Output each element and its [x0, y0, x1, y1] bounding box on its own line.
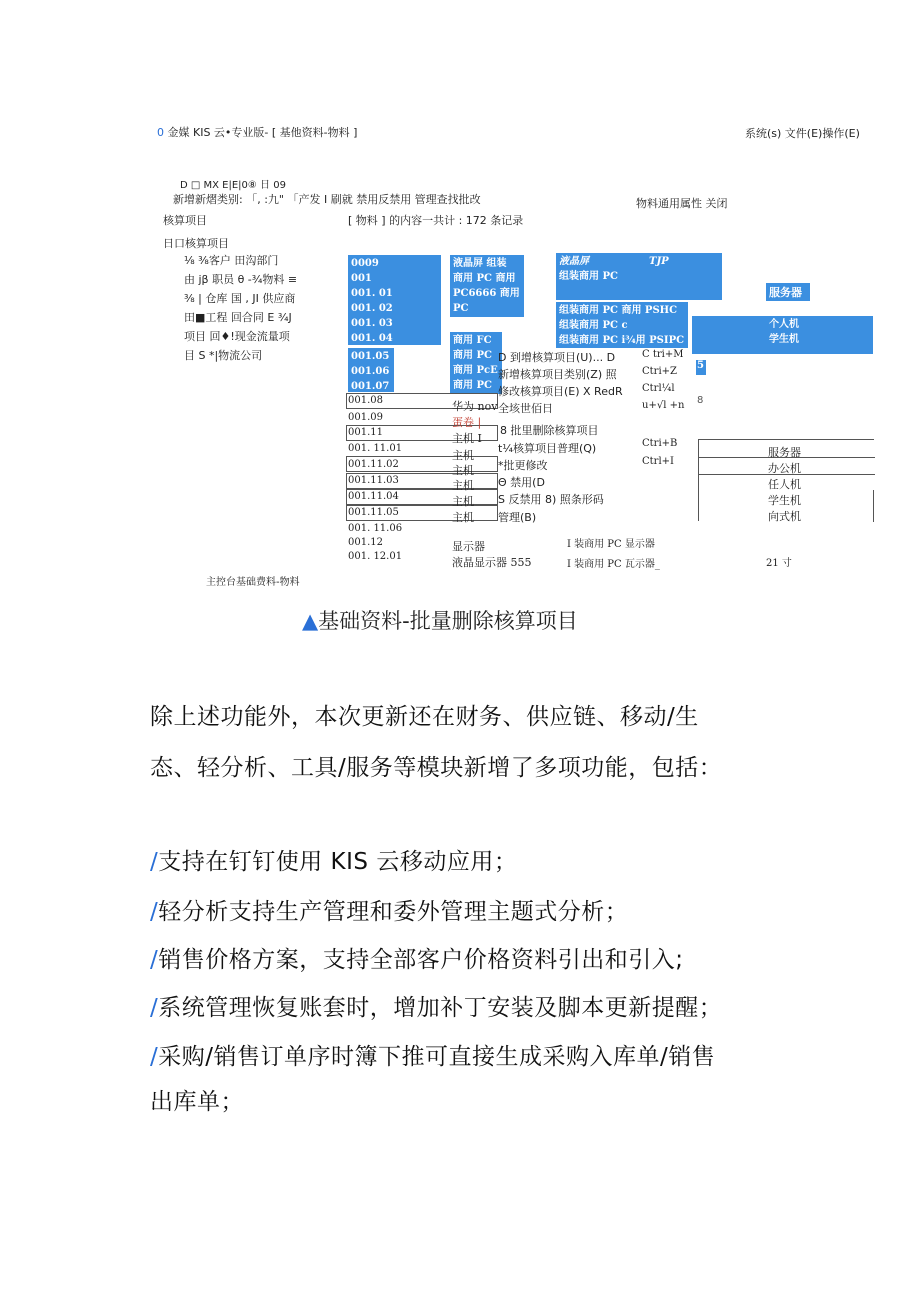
server-header[interactable]: 服务器 [766, 283, 810, 301]
model-cell[interactable]: 液晶屏 TJP [559, 256, 669, 267]
code-cell[interactable]: 001.12 [348, 537, 383, 548]
menu-item[interactable]: S 反禁用 8) 照条形码 [498, 493, 604, 506]
server-item[interactable]: 学生机 [769, 334, 799, 345]
server-item[interactable]: 学生机 [768, 494, 801, 507]
code-cell[interactable]: 001. 02 [351, 303, 393, 314]
model-cell-top[interactable] [556, 253, 722, 300]
divider [873, 490, 874, 522]
bullet-continuation: 出库单； [150, 1089, 244, 1115]
selected-names-2[interactable] [450, 332, 502, 394]
name-cell[interactable]: 主机 [452, 495, 474, 508]
title-prefix: 0 [157, 126, 164, 139]
slash-icon: / [150, 947, 159, 973]
server-item[interactable]: 个人机 [769, 319, 799, 330]
side-mark: 5 [696, 360, 706, 375]
model-cell[interactable]: 组装商用 PC 商用 PSHC [559, 305, 678, 316]
name-cell[interactable]: 主机 [452, 464, 474, 477]
menu-item[interactable]: t¼核算项目普理(Q) [498, 442, 597, 455]
code-cell[interactable]: 001.09 [348, 412, 383, 423]
code-cell[interactable]: 001.11.04 [348, 491, 399, 502]
model-cell[interactable]: I 装商用 PC 显示器 [567, 539, 655, 550]
name-cell[interactable]: 主机 [452, 449, 474, 462]
slash-icon: / [150, 1044, 159, 1070]
name-cell[interactable]: 液晶屏 组装 [453, 258, 507, 269]
spec-cell[interactable]: 21 寸 [766, 558, 792, 569]
code-cell[interactable]: 001.11.02 [348, 459, 399, 470]
name-cell[interactable]: 商用 PC 商用 [453, 273, 516, 284]
triangle-icon: ▲ [302, 609, 319, 633]
selected-names[interactable] [450, 255, 524, 317]
left-panel-title: 核算项目 [163, 214, 207, 227]
bullet-item: /系统管理恢复账套时，增加补丁安装及脚本更新提醒； [150, 995, 723, 1021]
caption-text: 基础资料-批量删除核算项目 [318, 609, 578, 633]
menu-shortcut: Ctrl+I [642, 456, 674, 467]
name-cell[interactable]: 商用 PcE [453, 365, 498, 376]
tree-items[interactable] [184, 251, 297, 365]
code-cell[interactable]: 001. 11.06 [348, 523, 403, 534]
tree-item[interactable]: 项目 回♦!现金流量项 [184, 330, 290, 343]
name-cell[interactable]: 主机 [452, 479, 474, 492]
name-cell[interactable]: 显示器 [452, 540, 485, 553]
record-count: [ 物料 ] 的内容一共计 : 172 条记录 [348, 214, 524, 227]
name-cell[interactable]: 主机 I [452, 432, 482, 445]
model-cell[interactable]: 组装商用 PC i¾用 PSIPC [559, 335, 685, 346]
model-cell[interactable]: I 装商用 PC 瓦示器_ [567, 559, 660, 570]
tree-item[interactable]: ⅜ | 仓库 国 , JI 供应商 [184, 292, 296, 305]
name-cell[interactable]: 商用 PC [453, 350, 492, 361]
menu-item[interactable]: 新增核算项目类别(Z) 照 [498, 368, 617, 381]
code-cell[interactable]: 001.11.03 [348, 475, 399, 486]
model-cells[interactable] [556, 302, 688, 348]
server-item[interactable]: 服务器 [768, 446, 801, 459]
figure-caption [302, 605, 578, 635]
bullet-item: /支持在钉钉使用 KIS 云移动应用； [150, 849, 518, 875]
code-cell[interactable]: 001.11.05 [348, 507, 399, 518]
model-cell[interactable]: 组装商用 PC c [559, 320, 628, 331]
bullet-item: /轻分析支持生产管理和委外管理主题式分析； [150, 899, 629, 925]
selected-codes[interactable] [348, 255, 441, 345]
server-item[interactable]: 任人机 [768, 478, 801, 491]
paragraph-line: 除上述功能外，本次更新还在财务、供应链、移动/生 [150, 704, 699, 730]
code-cell[interactable]: 001.06 [351, 366, 390, 377]
code-cell[interactable]: 001. 03 [351, 318, 393, 329]
toolbar-icons[interactable]: D □ MX E|E|0⑧ 日 09 [180, 180, 286, 191]
name-cell[interactable]: 蛋卷 | [452, 416, 482, 429]
code-cell[interactable]: 001.05 [351, 351, 390, 362]
name-cell[interactable]: PC [453, 303, 469, 314]
selected-codes-2[interactable] [348, 348, 394, 392]
code-cell[interactable]: 001. 12.01 [348, 551, 403, 562]
toolbar-right[interactable]: 物料通用属性 关闭 [636, 197, 728, 210]
code-cell[interactable]: 001.08 [348, 395, 383, 406]
menu-item[interactable]: 修改核算项目(E) X RedR [498, 385, 623, 398]
slash-icon: / [150, 995, 159, 1021]
server-item[interactable]: 向式机 [768, 510, 801, 523]
code-cell[interactable]: 001.07 [351, 381, 390, 392]
name-cell[interactable]: 主机 [452, 511, 474, 524]
side-mark: 8 [697, 395, 704, 406]
tree-item[interactable]: 由 jβ 职员 θ -¾物料 ≡ [184, 273, 298, 286]
menu-item-batch-delete[interactable]: 8 批里删除核算项目 [500, 424, 599, 437]
code-cell[interactable]: 001. 11.01 [348, 443, 403, 454]
tree-item[interactable]: 目 S *|物流公司 [184, 349, 263, 362]
name-cell[interactable]: 商用 PC [453, 380, 492, 391]
paragraph-line: 态、轻分析、工具/服务等模块新增了多项功能，包括： [150, 755, 723, 781]
menu-shortcut: Ctri+Z [642, 366, 677, 377]
bullet-item: /采购/销售订单序时簿下推可直接生成采购入库单/销售 [150, 1044, 716, 1070]
window-title [157, 124, 357, 140]
name-cell[interactable]: 商用 FC [453, 335, 492, 346]
menu-item[interactable]: D 到增核算项目(U)... D [498, 351, 616, 364]
slash-icon: / [150, 899, 159, 925]
code-cell[interactable]: 001 [351, 273, 372, 284]
slash-icon: / [150, 849, 159, 875]
menu-shortcut: C tri+M [642, 349, 684, 360]
server-blue-list[interactable] [692, 316, 873, 354]
menu-shortcut: Ctri+B [642, 438, 678, 449]
status-bar: 主控台基础费料-物料 [206, 577, 300, 588]
tree-item[interactable]: ⅛ ⅜客户 田沟部门 [184, 254, 279, 267]
model-cell[interactable]: 组装商用 PC [559, 271, 618, 282]
menu-item[interactable]: 全垓世佰日 [498, 402, 553, 415]
app-title: 金媒 KIS 云•专业版- [ 基他资料-物料 ] [167, 126, 358, 139]
code-cell[interactable]: 001. 01 [351, 288, 393, 299]
code-cell[interactable]: 001. 04 [351, 333, 393, 344]
menu-item[interactable]: 管理(B) [498, 511, 537, 524]
server-item[interactable]: 办公机 [768, 462, 801, 475]
toolbar-actions[interactable]: 新增新熠类别: 「, :九" 「产发 I 刷就 禁用反禁用 管理查找批改 [173, 193, 481, 206]
menu-item[interactable]: Θ 禁用(D [498, 476, 545, 489]
tree-root[interactable]: 日口核算项目 [163, 237, 229, 250]
menu-item[interactable]: *批更修改 [498, 459, 548, 472]
bullet-item: /销售价格方案，支持全部客户价格资料引出和引入; [150, 947, 684, 973]
menu-bar[interactable]: 系统(s) 文件(E)操作(E) [745, 127, 860, 140]
name-cell[interactable]: 华为 nov [452, 400, 498, 413]
tree-item[interactable]: 田■工程 回合同 E ¾J [184, 311, 292, 324]
name-cell[interactable]: PC6666 商用 [453, 288, 520, 299]
code-cell[interactable]: 001.11 [348, 427, 383, 438]
code-cell[interactable]: 0009 [351, 258, 379, 269]
menu-shortcut: u+√l +n [642, 400, 685, 411]
name-cell[interactable]: 液晶显示器 555 [452, 556, 532, 569]
menu-shortcut: Ctrl¼l [642, 383, 675, 394]
